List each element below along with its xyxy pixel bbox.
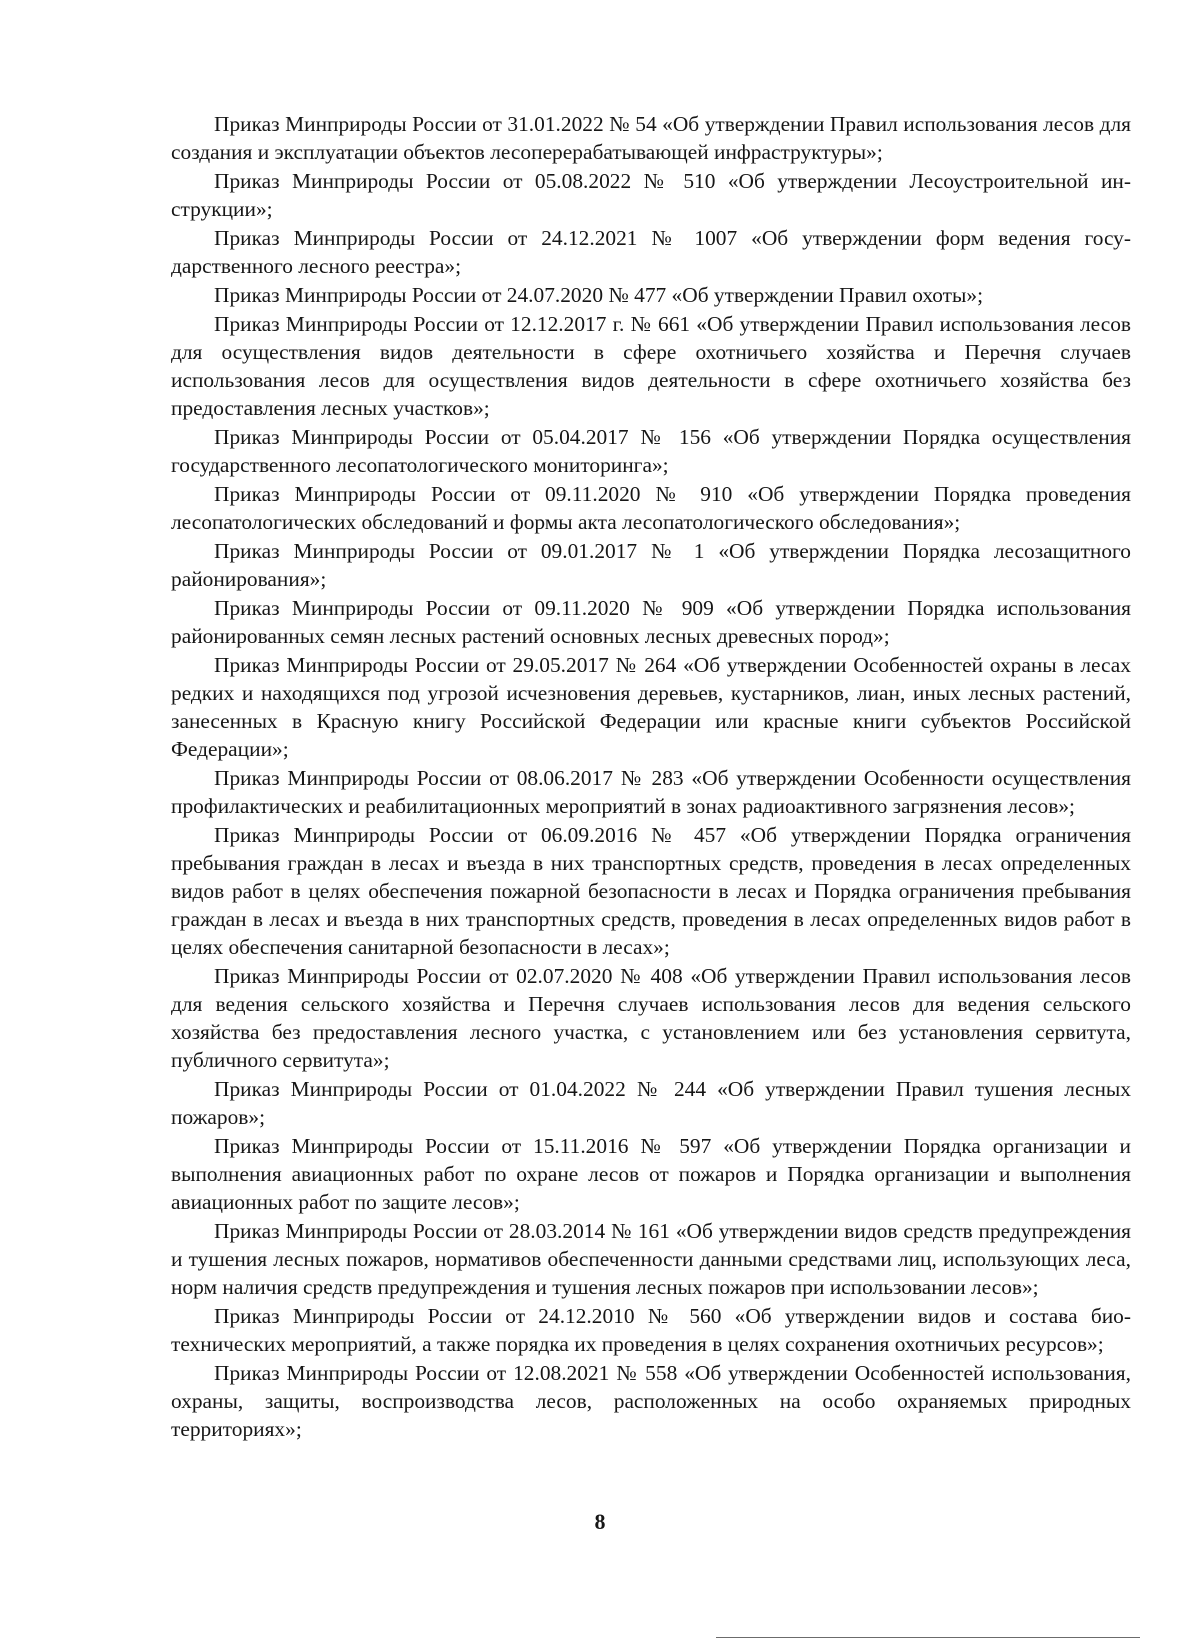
scan-edge-divider — [716, 1637, 1140, 1638]
paragraph-13: Приказ Минприроды России от 02.07.2020 № 408 «Об утверждении Правил использования лесов для ведения сельского хозяйства и Перечня случаев использования лесов для ведения сельского хозяйства без предоставления лесного участка, с установлением или без установления сервитута, публичного сервитута»; — [171, 964, 1131, 1072]
paragraph-11: Приказ Минприроды России от 08.06.2017 № 283 «Об утверждении Особенности осуществления профилактических и реабилитационных мероприятий в зонах радиоактивного загрязнения лесов»; — [171, 766, 1131, 818]
paragraph-15: Приказ Минприроды России от 15.11.2016 № 597 «Об утверждении Порядка организации и выполнения авиационных работ по охране лесов от пожаров и Порядка организации и выполнения авиационных работ по защите лесов»; — [171, 1134, 1131, 1214]
paragraph-1: Приказ Минприроды России от 31.01.2022 № 54 «Об утверждении Правил использования лесов для создания и эксплуатации объектов лесоперерабатывающей инфраструктуры»; — [171, 112, 1131, 164]
paragraph-6: Приказ Минприроды России от 05.04.2017 № 156 «Об утверждении Порядка осуществления государственного лесопатологического мониторинга»; — [171, 425, 1131, 477]
paragraph-2: Приказ Минприроды России от 05.08.2022 № 510 «Об утверждении Лесоустроительной инструкции»; — [171, 169, 1131, 221]
paragraph-4: Приказ Минприроды России от 24.07.2020 № 477 «Об утверждении Правил охоты»; — [214, 283, 984, 307]
paragraph-10: Приказ Минприроды России от 29.05.2017 № 264 «Об утверждении Особенностей охраны в лесах редких и находящихся под угрозой исчезновения деревьев, кустарников, лиан, иных лесных растений, занесенных в Красную книгу Российской Федерации или красные книги субъектов Российской Федерации»; — [171, 653, 1131, 761]
page-number: 8 — [594, 1509, 606, 1534]
paragraph-17: Приказ Минприроды России от 24.12.2010 № 560 «Об утверждении видов и состава биотехнических мероприятий, а также порядка их проведения в целях сохранения охотничьих ресурсов»; — [171, 1304, 1131, 1356]
document-body — [171, 110, 1131, 1444]
paragraph-5: Приказ Минприроды России от 12.12.2017 г. № 661 «Об утверждении Правил использования лесов для осуществления видов деятельности в сфере охотничьего хозяйства и Перечня случаев использования лесов для осуществления видов деятельности в сфере охотничьего хозяйства без предоставления лесных участков»; — [171, 312, 1131, 420]
paragraph-18: Приказ Минприроды России от 12.08.2021 № 558 «Об утверждении Особенностей использования, охраны, защиты, воспроизводства лесов, расположенных на особо охраняемых природных территориях»; — [171, 1361, 1131, 1441]
paragraph-7: Приказ Минприроды России от 09.11.2020 № 910 «Об утверждении Порядка проведения лесопатологических обследований и формы акта лесопатологического обследования»; — [171, 482, 1131, 534]
paragraph-8: Приказ Минприроды России от 09.01.2017 № 1 «Об утверждении Порядка лесозащитного районирования»; — [171, 539, 1131, 591]
paragraph-14: Приказ Минприроды России от 01.04.2022 № 244 «Об утверждении Правил тушения лесных пожаров»; — [171, 1077, 1131, 1129]
paragraph-9: Приказ Минприроды России от 09.11.2020 № 909 «Об утверждении Порядка использования районированных семян лесных растений основных лесных древесных пород»; — [171, 596, 1131, 648]
paragraph-12: Приказ Минприроды России от 06.09.2016 № 457 «Об утверждении Порядка ограничения пребывания граждан в лесах и въезда в них транспортных средств, проведения в лесах определенных видов работ в целях обеспечения пожарной безопасности в лесах и Порядка ограничения пребывания граждан в лесах и въезда в них транспортных средств, проведения в лесах определенных видов работ в целях обеспечения санитарной безопасности в лесах»; — [171, 823, 1131, 959]
paragraph-16: Приказ Минприроды России от 28.03.2014 № 161 «Об утверждении видов средств предупреждения и тушения лесных пожаров, нормативов обеспеченности данными средствами лиц, использующих леса, норм наличия средств предупреждения и тушения лесных пожаров при использовании лесов»; — [171, 1219, 1131, 1299]
paragraph-3: Приказ Минприроды России от 24.12.2021 № 1007 «Об утверждении форм ведения государственного лесного реестра»; — [171, 226, 1131, 278]
